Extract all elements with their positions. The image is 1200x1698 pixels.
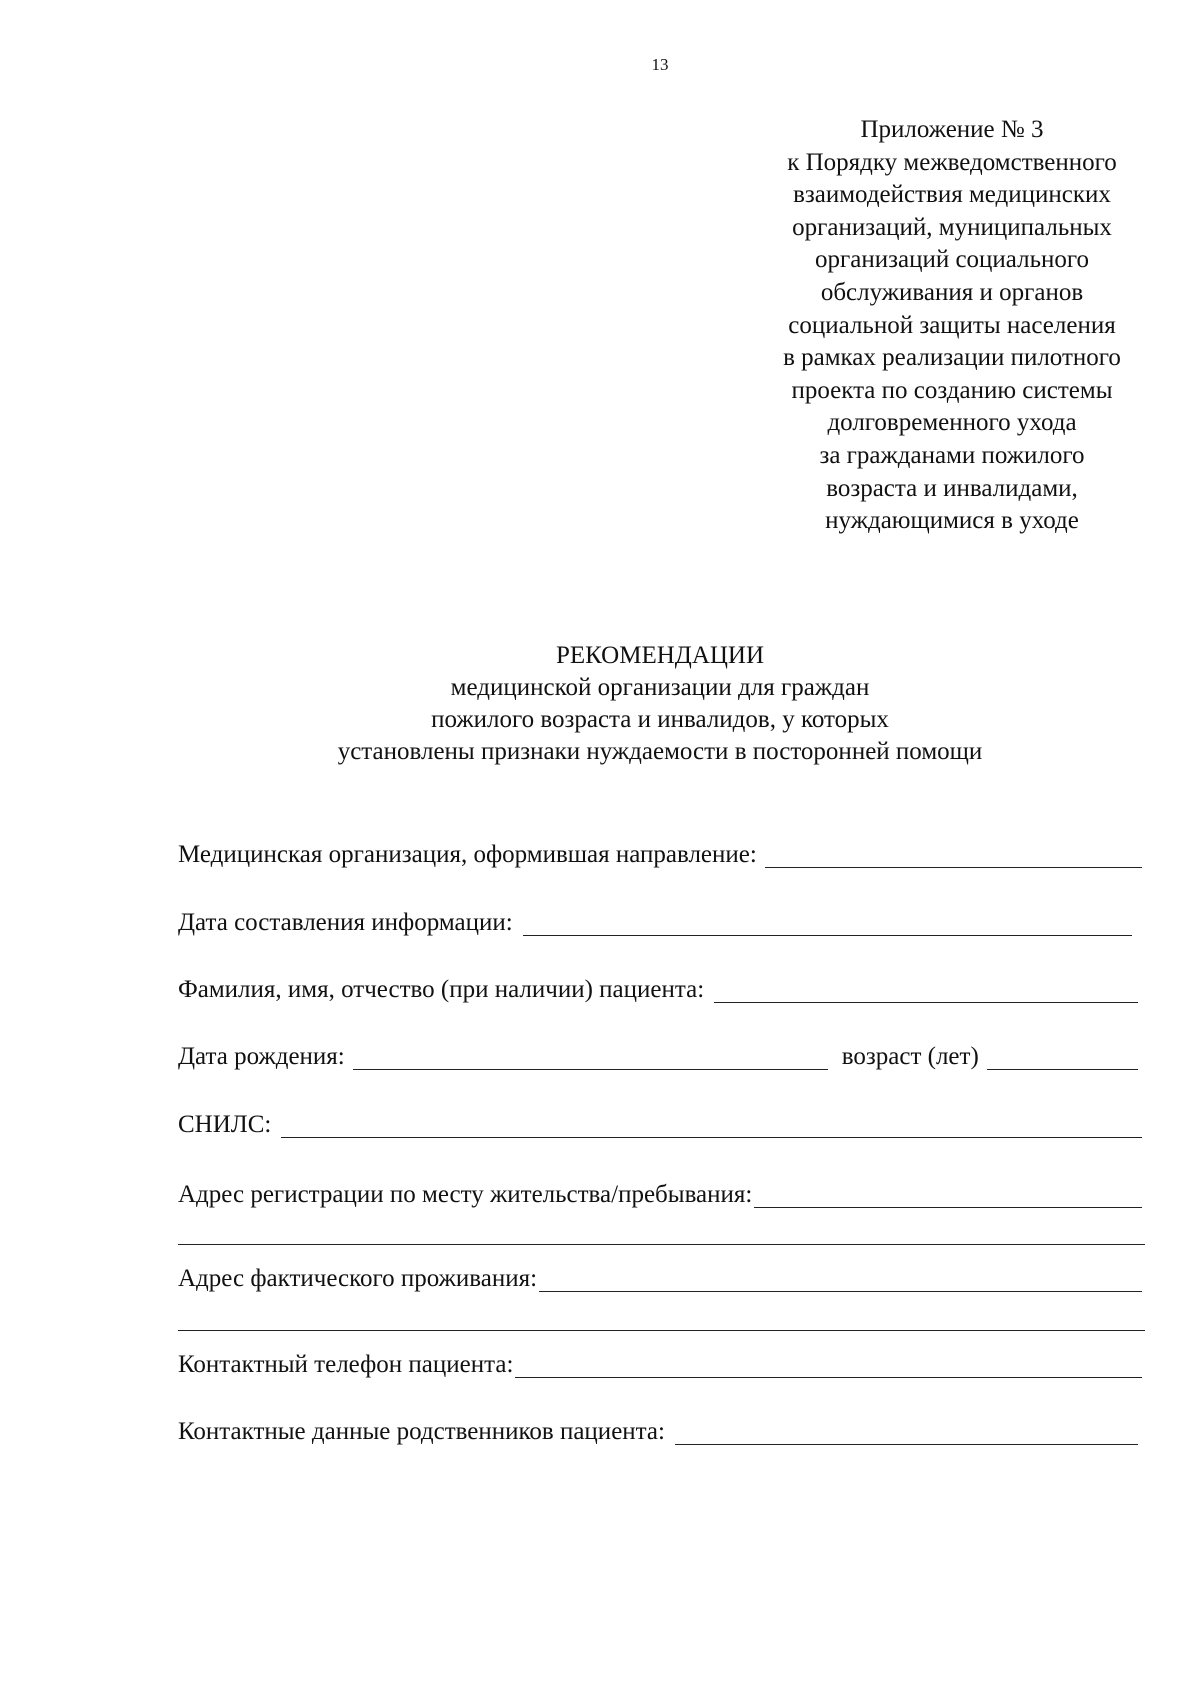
field-full-name (178, 973, 1138, 1005)
actual-address-input-line[interactable] (539, 1267, 1142, 1292)
field-date-compiled (178, 906, 1132, 938)
appendix-line: долговременного ухода (827, 409, 1077, 437)
appendix-line: взаимодействия медицинских (793, 181, 1111, 209)
page-number: 13 (651, 55, 669, 74)
medical-org-input-line[interactable] (765, 843, 1142, 868)
field-phone (178, 1348, 1142, 1380)
title-heading: РЕКОМЕНДАЦИИ (555, 642, 765, 669)
birth-date-input-line[interactable] (353, 1045, 828, 1070)
date-compiled-input-line[interactable] (523, 911, 1132, 936)
title-subtitle-line: пожилого возраста и инвалидов, у которых (431, 706, 889, 733)
appendix-line: организаций, муниципальных (792, 213, 1112, 241)
field-label: Фамилия, имя, отчество (при наличии) пациента: (178, 976, 705, 1003)
field-label: Дата составления информации: (178, 909, 513, 936)
actual-address-input-line-2[interactable] (178, 1330, 1145, 1331)
appendix-line: обслуживания и органов (820, 278, 1084, 306)
appendix-line: организаций социального (814, 246, 1090, 274)
phone-input-line[interactable] (515, 1353, 1142, 1378)
reg-address-input-line[interactable] (754, 1183, 1142, 1208)
relatives-input-line[interactable] (675, 1420, 1138, 1445)
appendix-line: проекта по созданию системы (791, 376, 1113, 404)
field-reg-address (178, 1178, 1142, 1210)
age-input-line[interactable] (987, 1045, 1138, 1070)
field-label: Адрес фактического проживания: (178, 1265, 538, 1292)
field-label: возраст (лет) (841, 1043, 979, 1070)
appendix-header (742, 114, 1162, 538)
appendix-line: к Порядку межведомственного (787, 148, 1117, 176)
document-title (0, 640, 1200, 768)
title-subtitle-line: установлены признаки нуждаемости в посторонней помощи (337, 738, 983, 765)
field-label: Контактные данные родственников пациента: (178, 1418, 665, 1445)
appendix-line: в рамках реализации пилотного (783, 344, 1121, 372)
field-label: Контактный телефон пациента: (178, 1351, 514, 1378)
field-relatives (178, 1415, 1138, 1447)
appendix-line: за гражданами пожилого (819, 441, 1085, 469)
field-birth-date (178, 1040, 1138, 1072)
appendix-line: нуждающимися в уходе (825, 507, 1079, 535)
field-medical-org (178, 838, 1142, 870)
reg-address-input-line-2[interactable] (178, 1244, 1145, 1245)
field-actual-address (178, 1262, 1142, 1294)
field-label: Дата рождения: (178, 1043, 345, 1070)
field-label: Адрес регистрации по месту жительства/пребывания: (178, 1181, 753, 1208)
full-name-input-line[interactable] (714, 978, 1138, 1003)
title-subtitle-line: медицинской организации для граждан (450, 674, 870, 701)
field-label: Медицинская организация, оформившая направление: (178, 841, 757, 868)
appendix-line: Приложение № 3 (860, 116, 1044, 143)
appendix-line: возраста и инвалидами, (826, 474, 1078, 502)
field-snils (178, 1108, 1142, 1140)
snils-input-line[interactable] (281, 1113, 1142, 1138)
appendix-line: социальной защиты населения (788, 311, 1116, 339)
field-label: СНИЛС: (178, 1111, 272, 1138)
